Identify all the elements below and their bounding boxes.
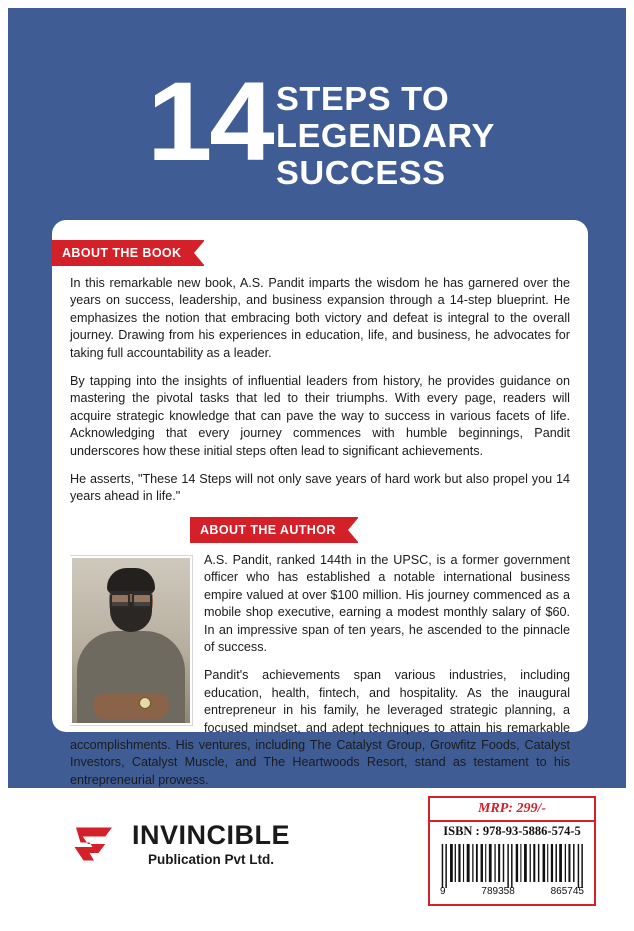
barcode-digit-left: 9 xyxy=(440,886,446,897)
barcode xyxy=(430,842,594,906)
about-author-paragraph: Pandit's achievements span various industries, including education, health, fintech, and hospitality. As the inaugural entrepreneur in his family, he leveraged strategic planning, a focused mindset, and adept techniques to attain his remarkable accomplishments. His ventures, including The Catalyst Group, Growfitz Foods, Catalyst Investors, Catalyst Muscle, and The Heartwoods Resort, stand as testament to his entrepreneurial prowess. xyxy=(70,668,570,787)
barcode-bars-icon xyxy=(438,844,586,888)
barcode-digit-right: 865745 xyxy=(550,886,584,897)
author-photo xyxy=(70,556,192,725)
about-book-paragraph: In this remarkable new book, A.S. Pandit imparts the wisdom he has garnered over the years on success, leadership, and business expansion through a 14-step blueprint. He emphasizes the notion that embracing both victory and defeat is integral to the overall journey. Drawing from his experiences in education, life, and business, he advocates for taking full accountability as a leader. xyxy=(70,276,570,360)
mrp-label: MRP: 299/- xyxy=(430,798,594,822)
isbn-label: ISBN : 978-93-5886-574-5 xyxy=(430,822,594,842)
about-book-paragraph: He asserts, "These 14 Steps will not only save years of hard work but also propel you 14 years ahead in life." xyxy=(70,472,570,504)
footer xyxy=(8,788,626,923)
title-line-2: LEGENDARY xyxy=(276,117,495,154)
title-line-1: STEPS TO xyxy=(276,80,450,117)
about-the-author-heading: ABOUT THE AUTHOR xyxy=(190,517,358,543)
about-author-paragraph: A.S. Pandit, ranked 144th in the UPSC, is a former government officer who has established a notable international business empire valued at over $100 million. His journey commenced as a mobile shop executive, earning a modest monthly salary of $60. In an impressive span of ten years, he ascended to the pinnacle of success. xyxy=(204,552,570,654)
publisher-block xyxy=(70,820,290,868)
about-the-book-heading: ABOUT THE BOOK xyxy=(52,240,204,266)
publisher-subtitle: Publication Pvt Ltd. xyxy=(148,851,275,867)
isbn-barcode-box xyxy=(428,796,596,906)
content-card xyxy=(52,220,588,787)
title-lines xyxy=(276,70,495,193)
title-number: 14 xyxy=(147,59,272,184)
publisher-name: INVINCIBLE xyxy=(132,820,291,851)
barcode-digit-mid: 789358 xyxy=(481,886,515,897)
invincible-logo-icon xyxy=(70,820,118,868)
cover-background xyxy=(8,8,626,923)
about-book-paragraph: By tapping into the insights of influential leaders from history, he provides guidance on mastering the pivotal tasks that led to their triumphs. With every page, readers will acquire strategic knowledge that can pave the way to success in various facets of life. Acknowledging that every journey commences with humble beginnings, Pandit underscores how these initial steps often lead to significant achievements. xyxy=(70,374,570,458)
title-line-3: SUCCESS xyxy=(276,154,446,191)
book-title xyxy=(8,59,626,210)
about-the-author-section xyxy=(70,517,570,800)
